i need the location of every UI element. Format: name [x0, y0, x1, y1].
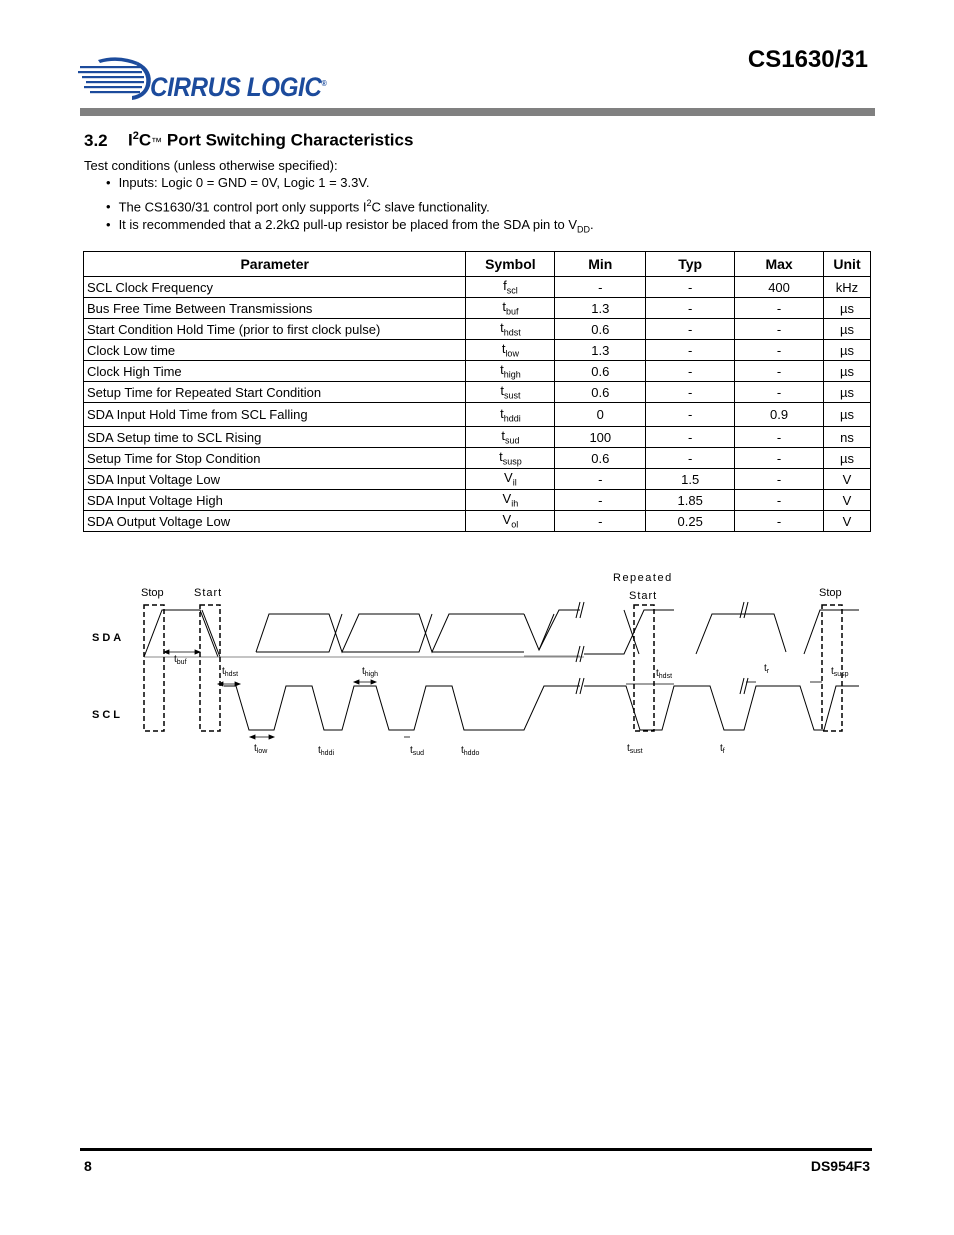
column-header: Parameter	[84, 252, 466, 277]
parameter-cell: Setup Time for Repeated Start Condition	[84, 382, 466, 403]
min-cell: 0.6	[555, 361, 646, 382]
stop-label-2: Stop	[819, 587, 842, 599]
min-cell: -	[555, 490, 646, 511]
start-condition-box	[200, 605, 220, 731]
symbol-cell: $t_{sud}$	[466, 427, 555, 448]
symbol-cell: $f_{scl}$	[466, 277, 555, 298]
min-cell: -	[555, 277, 646, 298]
scl-right-wave	[584, 686, 859, 730]
unit-cell: µs	[824, 382, 871, 403]
unit-cell: ns	[824, 427, 871, 448]
unit-cell: µs	[824, 361, 871, 382]
symbol-cell: $t_{hddi}$	[466, 403, 555, 427]
header-divider	[80, 108, 875, 116]
tbuf-label: $t_{buf}$	[174, 654, 187, 666]
typ-cell: -	[646, 361, 735, 382]
tr-label: $t_r$	[764, 663, 770, 675]
thdst-label: $t_{hdst}$	[222, 666, 239, 678]
table-row	[84, 448, 871, 469]
min-cell: 0.6	[555, 382, 646, 403]
parameter-cell: SDA Setup time to SCL Rising	[84, 427, 466, 448]
scl-label: SCL	[92, 709, 123, 721]
typ-cell: -	[646, 427, 735, 448]
typ-cell: 1.85	[646, 490, 735, 511]
symbol-cell: $V_{il}$	[466, 469, 555, 490]
tf-label: $t_f$	[720, 743, 725, 755]
unit-cell: µs	[824, 298, 871, 319]
typ-cell: 0.25	[646, 511, 735, 532]
min-cell: 1.3	[555, 340, 646, 361]
typ-cell: -	[646, 298, 735, 319]
footer-divider	[80, 1148, 872, 1151]
max-cell: -	[735, 298, 824, 319]
document-code: DS954F3	[810, 1158, 870, 1174]
max-cell: -	[735, 448, 824, 469]
switching-characteristics-table	[83, 251, 871, 532]
column-header: Min	[555, 252, 646, 277]
table-row	[84, 298, 871, 319]
typ-cell: -	[646, 277, 735, 298]
unit-cell: µs	[824, 340, 871, 361]
column-header: Max	[735, 252, 824, 277]
table-row	[84, 340, 871, 361]
sda-tail	[539, 610, 580, 650]
typ-cell: -	[646, 448, 735, 469]
table-row	[84, 277, 871, 298]
test-conditions-list	[106, 174, 594, 237]
max-cell: -	[735, 490, 824, 511]
unit-cell: µs	[824, 403, 871, 427]
thdst2-label: $t_{hdst}$	[656, 668, 673, 680]
section-heading: 3.2 $I^2C™$ Port Switching Characteristics	[84, 130, 414, 150]
stop-condition-box	[144, 605, 164, 731]
i2c-timing-diagram	[84, 562, 874, 762]
tlow-label: $t_{low}$	[254, 743, 268, 755]
symbol-cell: $t_{high}$	[466, 361, 555, 382]
symbol-cell: $t_{buf}$	[466, 298, 555, 319]
tsusp-label: $t_{susp}$	[831, 666, 849, 678]
table-row	[84, 469, 871, 490]
max-cell: 0.9	[735, 403, 824, 427]
min-cell: 0	[555, 403, 646, 427]
thddi-label: $t_{hddi}$	[318, 745, 335, 757]
sda-high-segments	[256, 614, 554, 652]
column-header: Symbol	[466, 252, 555, 277]
max-cell: 400	[735, 277, 824, 298]
unit-cell: V	[824, 511, 871, 532]
typ-cell: 1.5	[646, 469, 735, 490]
typ-cell: -	[646, 319, 735, 340]
symbol-cell: $t_{hdst}$	[466, 319, 555, 340]
column-header: Typ	[646, 252, 735, 277]
condition-item: • It is recommended that a 2.2kΩ pull-up resistor be placed from the SDA pin to $V_{DD}$.	[106, 216, 594, 237]
symbol-cell: $t_{low}$	[466, 340, 555, 361]
typ-cell: -	[646, 403, 735, 427]
document-title: CS1630/31	[747, 46, 868, 73]
repeated-start-box	[634, 605, 654, 731]
start-label: Start	[194, 587, 223, 599]
max-cell: -	[735, 427, 824, 448]
min-cell: 0.6	[555, 448, 646, 469]
repeated-label: Repeated	[613, 572, 673, 584]
max-cell: -	[735, 361, 824, 382]
parameter-cell: Clock High Time	[84, 361, 466, 382]
table-row	[84, 511, 871, 532]
condition-item: • The CS1630/31 control port only supports $I^2C$ slave functionality.	[106, 195, 594, 216]
column-header: Unit	[824, 252, 871, 277]
parameter-cell: SDA Input Voltage High	[84, 490, 466, 511]
max-cell: -	[735, 469, 824, 490]
unit-cell: µs	[824, 448, 871, 469]
tsud-label: $t_{sud}$	[410, 745, 425, 757]
min-cell: -	[555, 469, 646, 490]
max-cell: -	[735, 382, 824, 403]
scl-waveform	[224, 686, 580, 730]
thddo-label: $t_{hddo}$	[461, 745, 480, 757]
condition-item: • Inputs: Logic 0 = GND = 0V, Logic 1 = 3.3V.	[106, 174, 594, 195]
sda-label: SDA	[92, 632, 125, 644]
unit-cell: µs	[824, 319, 871, 340]
max-cell: -	[735, 511, 824, 532]
parameter-cell: Setup Time for Stop Condition	[84, 448, 466, 469]
min-cell: -	[555, 511, 646, 532]
parameter-cell: SCL Clock Frequency	[84, 277, 466, 298]
parameter-cell: Clock Low time	[84, 340, 466, 361]
typ-cell: -	[646, 340, 735, 361]
table-header-row	[84, 252, 871, 277]
table-row	[84, 319, 871, 340]
symbol-cell: $t_{susp}$	[466, 448, 555, 469]
min-cell: 100	[555, 427, 646, 448]
table-row	[84, 361, 871, 382]
table-row	[84, 382, 871, 403]
stop-label: Stop	[141, 587, 164, 599]
min-cell: 1.3	[555, 298, 646, 319]
symbol-cell: $V_{ih}$	[466, 490, 555, 511]
unit-cell: V	[824, 490, 871, 511]
unit-cell: kHz	[824, 277, 871, 298]
brand-name: CIRRUS LOGIC®	[150, 72, 327, 102]
max-cell: -	[735, 319, 824, 340]
page-number: 8	[84, 1158, 92, 1174]
table-row	[84, 427, 871, 448]
repeated-start-label: Start	[629, 590, 658, 602]
parameter-cell: SDA Input Voltage Low	[84, 469, 466, 490]
min-cell: 0.6	[555, 319, 646, 340]
tsust-label: $t_{sust}$	[627, 743, 643, 755]
parameter-cell: SDA Input Hold Time from SCL Falling	[84, 403, 466, 427]
break-marks	[576, 602, 748, 694]
thigh-label: $t_{high}$	[362, 666, 379, 678]
max-cell: -	[735, 340, 824, 361]
parameter-cell: SDA Output Voltage Low	[84, 511, 466, 532]
symbol-cell: $V_{ol}$	[466, 511, 555, 532]
unit-cell: V	[824, 469, 871, 490]
table-row	[84, 490, 871, 511]
parameter-cell: Bus Free Time Between Transmissions	[84, 298, 466, 319]
sda-waveform	[144, 610, 240, 657]
typ-cell: -	[646, 382, 735, 403]
symbol-cell: $t_{sust}$	[466, 382, 555, 403]
test-conditions-intro: Test conditions (unless otherwise specified):	[84, 158, 338, 173]
sda-right-wave	[584, 610, 859, 654]
table-row	[84, 403, 871, 427]
parameter-cell: Start Condition Hold Time (prior to first clock pulse)	[84, 319, 466, 340]
